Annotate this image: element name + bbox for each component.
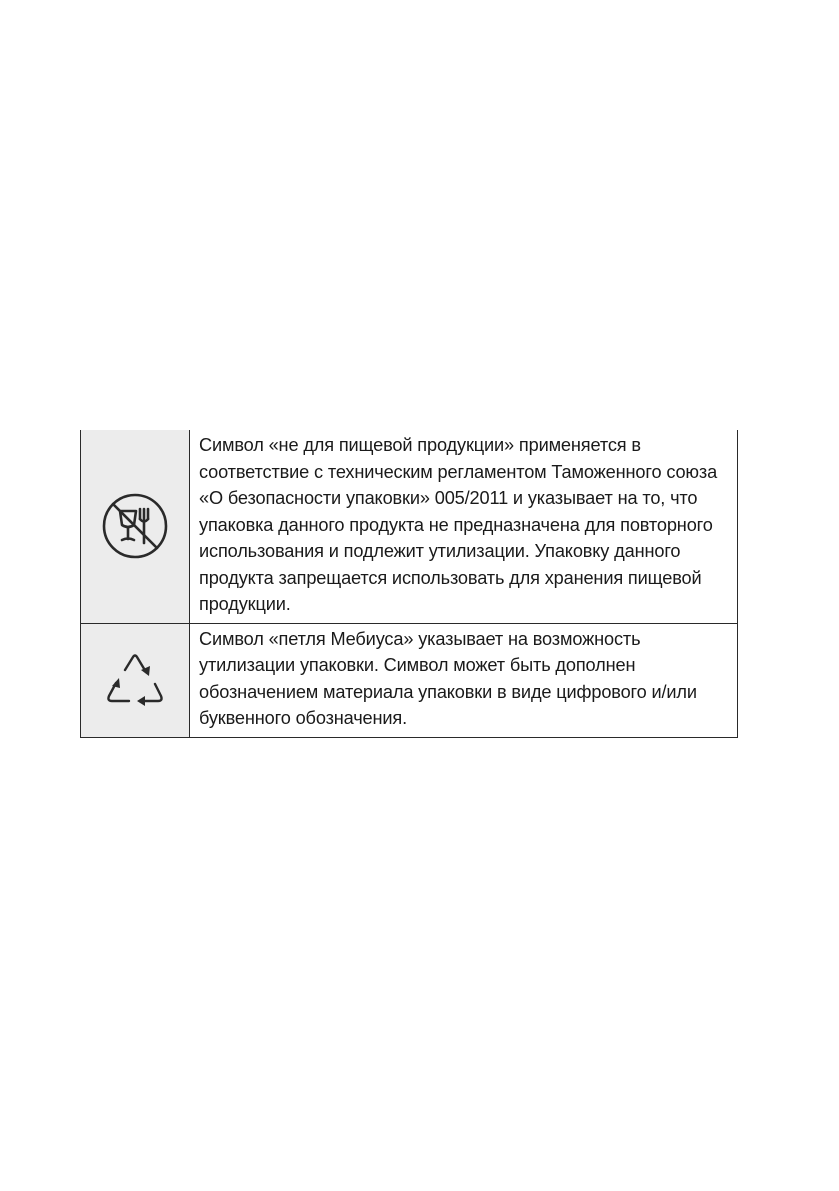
symbol-description: Символ «не для пищевой продукции» применяется в соответствие с техническим регламентом Таможенного союза «О безопасности упаковки» 005/2011 и указывает на то, что упаковка данного продукта не предназначена для повторного использования и подлежит утилизации. Упаковку данного продукта запрещается использовать для хранения пищевой продукции. <box>190 430 738 623</box>
symbol-description: Символ «петля Мебиуса» указывает на возможность утилизации упаковки. Символ может быть дополнен обозначением материала упаковки в виде цифрового и/или буквенного обозначения. <box>190 623 738 737</box>
icon-cell <box>81 430 190 623</box>
not-for-food-icon <box>81 491 189 561</box>
icon-cell <box>81 623 190 737</box>
symbols-table <box>80 430 738 738</box>
table-row-not-for-food <box>81 430 738 623</box>
table-row-mobius <box>81 623 738 737</box>
mobius-loop-icon <box>81 650 189 710</box>
